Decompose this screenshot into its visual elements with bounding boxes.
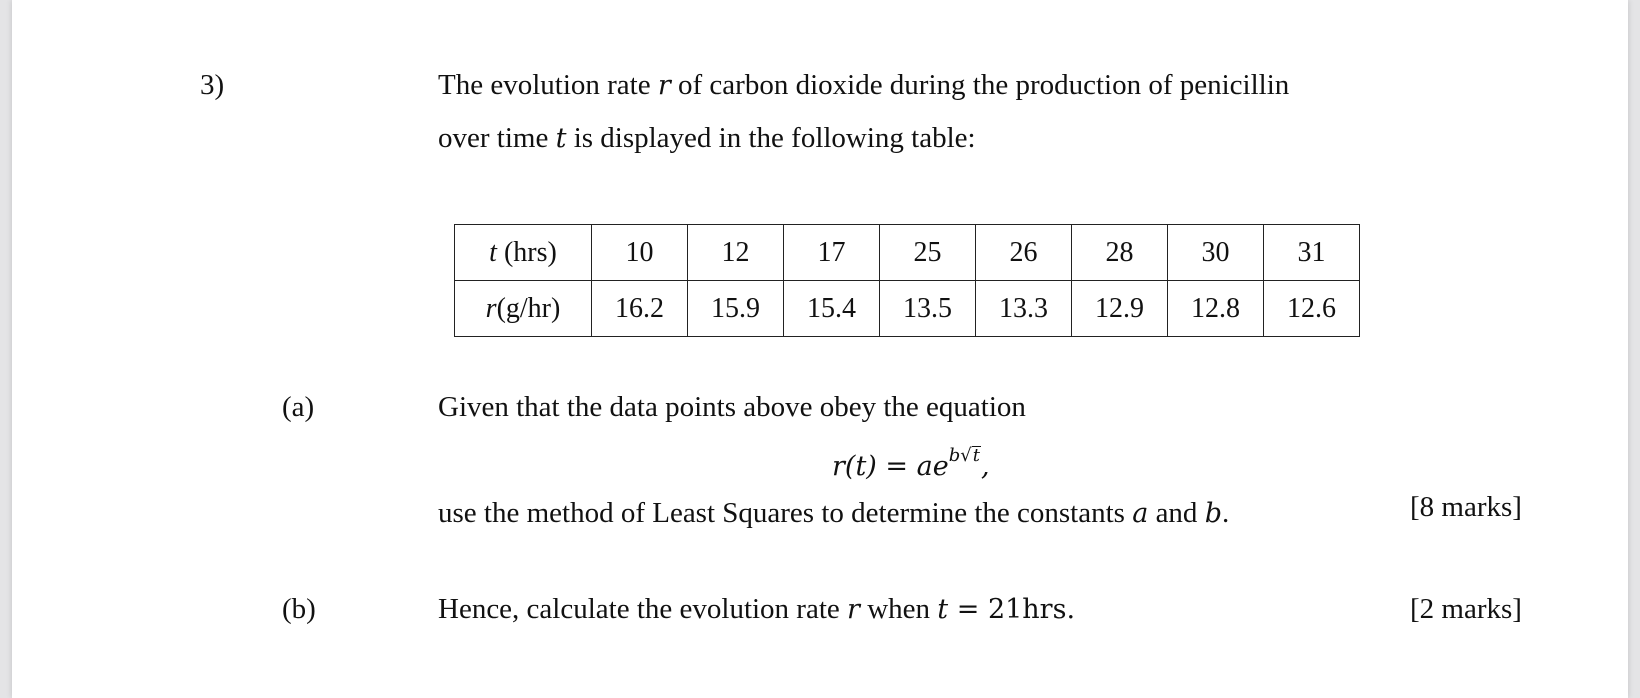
table-cell: 30	[1168, 225, 1264, 281]
table-cell: 17	[784, 225, 880, 281]
variable-r: r	[847, 594, 860, 625]
table-cell: 12.6	[1264, 281, 1360, 337]
question-intro-line-1	[438, 68, 1289, 103]
table-cell: 31	[1264, 225, 1360, 281]
part-a-marks: [8 marks]	[1410, 491, 1522, 523]
question-number: 3)	[200, 69, 225, 101]
variable-r: r	[657, 70, 671, 101]
equation-lhs: r(t)	[832, 451, 877, 482]
table-row-r	[455, 281, 1360, 337]
table-cell: 25	[880, 225, 976, 281]
data-table	[454, 224, 1360, 337]
table-cell: 12.8	[1168, 281, 1264, 337]
part-a-line-2	[438, 496, 1229, 531]
equation-exponent	[949, 445, 981, 466]
part-b-label: (b)	[282, 593, 316, 625]
variable-t: t	[555, 123, 567, 154]
header-unit: (hrs)	[496, 236, 557, 268]
part-a-label: (a)	[282, 391, 315, 423]
radicand-t: t	[972, 445, 980, 466]
variable-a: a	[1132, 498, 1149, 529]
table-cell: 12.9	[1072, 281, 1168, 337]
exponent-b: b	[948, 445, 961, 466]
text: when	[859, 593, 938, 625]
text: .	[1221, 497, 1230, 529]
variable-t: t	[937, 594, 949, 625]
intro-text: of carbon dioxide during the production of penicillin	[670, 69, 1290, 101]
part-b-marks: [2 marks]	[1410, 593, 1522, 625]
part-b-text	[438, 592, 1075, 627]
header-unit: (g/hr)	[496, 292, 561, 324]
table-cell: 26	[976, 225, 1072, 281]
table-header-t	[455, 225, 592, 281]
equation-comma: ,	[980, 451, 990, 482]
question-intro-line-2	[438, 121, 976, 156]
document-page	[12, 0, 1628, 698]
table-header-r	[455, 281, 592, 337]
table-cell: 16.2	[592, 281, 688, 337]
table-row-t	[455, 225, 1360, 281]
table-cell: 15.9	[688, 281, 784, 337]
table-cell: 15.4	[784, 281, 880, 337]
text: use the method of Least Squares to determine the constants	[438, 497, 1133, 529]
table-cell: 13.3	[976, 281, 1072, 337]
table-cell: 13.5	[880, 281, 976, 337]
table-cell: 28	[1072, 225, 1168, 281]
header-var: t	[489, 236, 497, 268]
equals-sign: =	[948, 594, 988, 625]
text: Hence, calculate the evolution rate	[438, 593, 848, 625]
table-cell: 10	[592, 225, 688, 281]
header-var: r	[485, 292, 497, 324]
intro-text: is displayed in the following table:	[566, 122, 976, 154]
intro-text: The evolution rate	[438, 69, 658, 101]
radical-sign: √	[960, 445, 972, 466]
intro-text: over time	[438, 122, 556, 154]
equation-equals: =	[876, 451, 917, 482]
text: and	[1148, 497, 1205, 529]
time-value: 21hrs.	[987, 594, 1076, 625]
part-a-line-1: Given that the data points above obey the equation	[438, 391, 1026, 423]
table-cell: 12	[688, 225, 784, 281]
variable-b: b	[1204, 498, 1222, 529]
equation	[832, 445, 990, 482]
equation-base: ae	[916, 451, 949, 482]
